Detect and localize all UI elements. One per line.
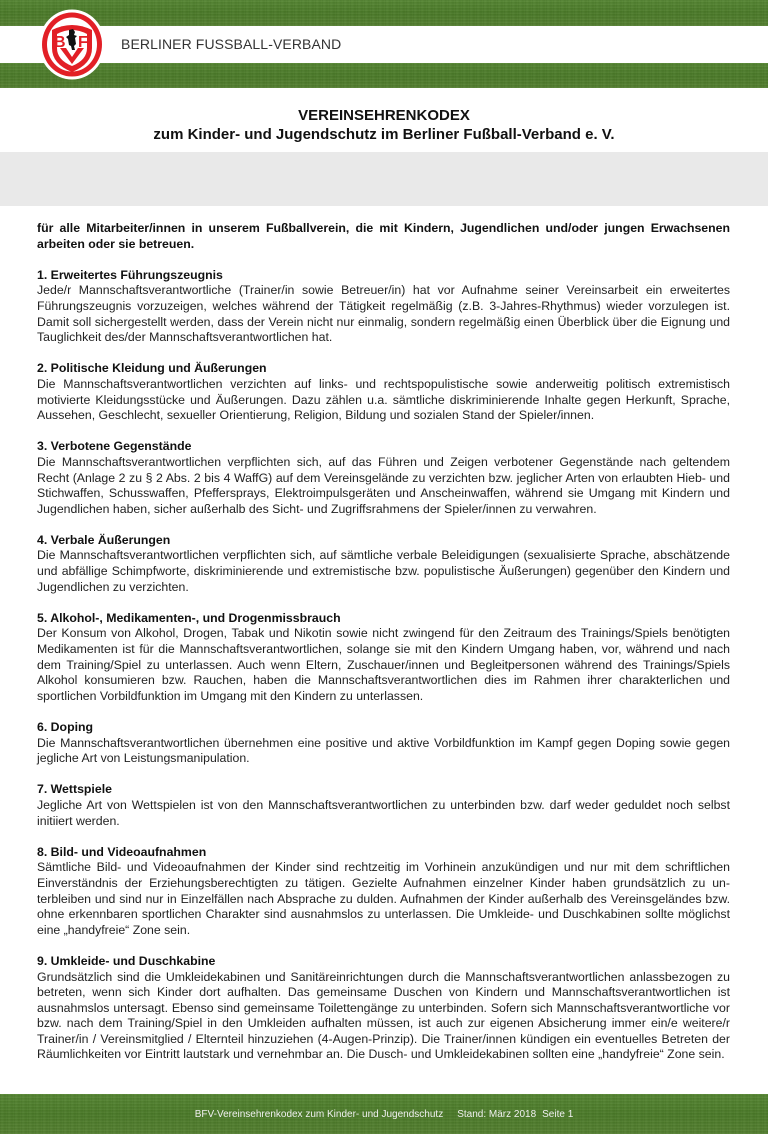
header-grass-band-top: [0, 0, 768, 26]
gray-band: [0, 152, 768, 206]
svg-text:B: B: [54, 34, 66, 51]
section-heading: 6. Doping: [37, 720, 94, 734]
section-body: Der Konsum von Alkohol, Drogen, Tabak und Nikotin sowie nicht zwingend für den Zeitraum des Trainings/Spiels benötigten Medikamenten ist für die Mannschaftsverantwortlichen, solange sie mit den Kindern Umgang haben, vor, während und nach dem Training/Spiel zu unterlassen. Auch wenn Eltern, Zuschauer/innen und Begleitpersonen während des Trainings/Spiels Alkohol konsumieren bzw. Rauchen, haben die Mannschaftsverantwortlichen dies im Rahmen ihrer charakterlichen und sportlichen Vorbildfunktion im Umgang mit den Kindern zu unterlassen.: [37, 626, 730, 703]
section-body: Die Mannschaftsverantwortlichen verpflichten sich, auf das Führen und Zeigen verbotener Gegenstände nach geltendem Recht (Anlage 2 zu § 2 Abs. 2 bis 4 WaffG) auf dem Vereinsgelände zu verzichten bzw. jeglicher Arten von erlaubten Hieb- und Stichwaffen, Schusswaffen, Pfeffersprays, Elektroimpulsgeräten und Anscheinwaffen, während sie Umgang mit Kindern und Jugendlichen haben, sicher außerhalb des Sicht- und Zugriffsrahmens der Spieler/innen zu verwahren.: [37, 454, 730, 516]
title-line-1: VEREINSEHRENKODEX: [298, 107, 470, 124]
section-8: [37, 845, 730, 939]
bfv-logo-icon: [38, 8, 106, 81]
section-2: [37, 361, 730, 423]
footer-status: Stand: März 2018: [457, 1109, 537, 1120]
section-heading: 4. Verbale Äußerungen: [37, 532, 171, 547]
org-name: BERLINER FUSSBALL-VERBAND: [121, 36, 342, 52]
section-body: Die Mannschaftsverantwortlichen verpflichten sich, auf sämtliche verbale Beleidigungen (sexualisierte Sprache, abschätzende und abfällige Schimpfworte, diskriminierende und extremistische bzw. populistische Äußerungen) gegenüber den Kindern und Jugendlichen zu verzichten.: [37, 548, 730, 594]
header-grass-band-bottom: [0, 63, 768, 88]
section-3: [37, 439, 730, 517]
section-1: [37, 268, 730, 346]
title-line-2: zum Kinder- und Jugendschutz im Berliner Fußball-Verband e. V.: [153, 126, 615, 143]
section-6: [37, 720, 730, 767]
section-body: Sämtliche Bild- und Videoaufnahmen der Kinder sind rechtzeitig im Vorhinein anzukündigen und nur mit dem schriftlichen Einverständnis der Erziehungsberechtigten zu tätigen. Gezielte Aufnahmen einzelner Kinder haben grundsätzlich zu unterbleiben und sind nur in Einzelfällen nach Absprache zu dulden. Aufnahmen der Kinder außerhalb des Vereinsgeländes bzw. ohne erkennbaren sportlichen Charakter sind ausnahmslos zu unterlassen. Die Umkleide- und Duschkabinen sollte möglichst eine „handyfreie“ Zone sein.: [37, 860, 730, 937]
section-body: Grundsätzlich sind die Umkleidekabinen und Sanitäreinrichtungen durch die Mannschaftsverantwortlichen anlassbezogen zu betreten, wenn sich Kinder dort aufhalten. Das gemeinsame Duschen von Kindern und Mannschaftsverantwortlichen ist ausnahmslos untersagt. Ebenso sind gemeinsame Toilettengänge zu unterbinden. Sofern sich Mannschaftsverantwortliche vor bzw. nach dem Training/Spiel in den Umkleiden aufhalten müssen, ist auch zur eigenen Absicherung immer ein/e weitere/r Trainer/in / Vereinsmitglied / Elternteil hinzuziehen (4-Augen-Prinzip). Die Trainer/innen kündigen ein eventuelles Betreten der Räumlichkeiten vor Eintritt lautstark und vernehmbar an. Die Dusch- und Umkleidekabinen sollten eine „handyfreie“ Zone sein.: [37, 969, 730, 1062]
section-heading: 8. Bild- und Videoaufnahmen: [37, 844, 207, 859]
footer-text: [0, 1109, 768, 1120]
section-body: Die Mannschaftsverantwortlichen verzichten auf links- und rechtspopulistische sowie anderweitig politisch extremistisch motivierte Kleidungsstücke und Äußerungen. Dazu zählen u.a. sämtliche diskriminierende Inhalte gegen Herkunft, Sprache, Aussehen, Geschlecht, sexueller Orientierung, Religion, Bildung und sozialen Stand der Spieler/innen.: [37, 376, 730, 423]
section-body: Jede/r Mannschaftsverantwortliche (Trainer/in sowie Betreuer/in) hat vor Aufnahme seiner Vereinsarbeit ein erweitertes Führungszeugnis vorzuzeigen, welches während der Tätigkeit regelmäßig (z.B. 3-Jahres-Rhythmus) wieder vorzulegen ist. Damit soll sichergestellt werden, dass der Verein nicht nur einmalig, sondern regelmäßig einen Überblick über die Eignung und Tauglichkeit des/der Mannschaftsverantwortlichen hat.: [37, 283, 730, 345]
header-white-band: [0, 26, 768, 63]
section-heading: 5. Alkohol-, Medikamenten-, und Drogenmissbrauch: [37, 610, 341, 625]
section-body: Jegliche Art von Wettspielen ist von den Mannschaftsverantwortlichen zu unterbinden bzw. darf weder geduldet noch selbst initiiert werden.: [37, 797, 730, 828]
section-heading: 9. Umkleide- und Duschkabine: [37, 953, 216, 968]
document-title: [0, 106, 768, 144]
section-heading: 3. Verbotene Gegenstände: [37, 439, 192, 454]
section-body: Die Mannschaftsverantwortlichen übernehmen eine positive und aktive Vorbildfunktion im Kampf gegen Doping sowie gegen jegliche Art von Leistungsmanipulation.: [37, 735, 730, 766]
svg-text:F: F: [78, 34, 88, 51]
section-9: [37, 954, 730, 1063]
section-4: [37, 533, 730, 595]
footer-page-number: Seite 1: [542, 1109, 574, 1120]
page-footer: [0, 1094, 768, 1134]
section-7: [37, 782, 730, 829]
document-body: [37, 221, 730, 1079]
section-heading: 7. Wettspiele: [37, 782, 112, 797]
section-heading: 1. Erweitertes Führungszeugnis: [37, 267, 223, 282]
section-heading: 2. Politische Kleidung und Äußerungen: [37, 361, 267, 376]
intro-text: für alle Mitarbeiter/innen in unserem Fußballverein, die mit Kindern, Jugendlichen und/oder jungen Erwachsenen arbeiten oder sie betreuen.: [37, 221, 730, 251]
section-5: [37, 611, 730, 705]
footer-doc-name: BFV-Vereinsehrenkodex zum Kinder- und Jugendschutz: [194, 1109, 444, 1120]
page-header: [0, 0, 768, 88]
